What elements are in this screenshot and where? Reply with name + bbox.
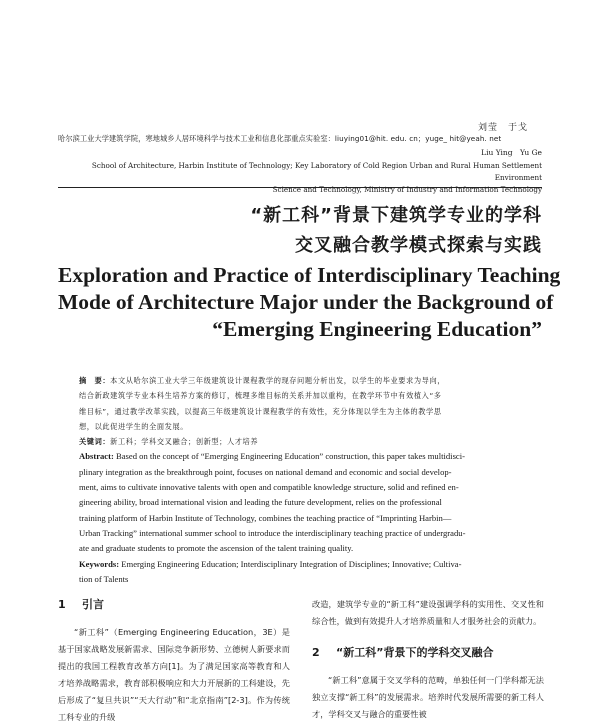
affiliation-cn: 哈尔滨工业大学建筑学院，寒地城乡人居环境科学与技术工业和信息化部重点实验室：liuying01@hit. edu. cn；yuge_ hit@yeah. net bbox=[58, 134, 502, 143]
section-2-title: “新工科”背景下的学科交叉融合 bbox=[336, 646, 494, 659]
authors-cn: 刘莹 于戈 bbox=[477, 123, 528, 133]
section-1-number: 1 bbox=[58, 598, 66, 611]
section-2-paragraph: “新工科”意属于交叉学科的范畴，单独任何一门学科都无法独立支撑“新工科”的发展需求。培养时代发展所需要的新工科人才，学科交叉与融合的重要性被 bbox=[312, 675, 544, 719]
abstract-en-line-5: training platform of Harbin Institute of Technology, combines the teaching practice of “Imprinting Harbin— bbox=[79, 512, 452, 523]
section-1-paragraph-continued: 改造，建筑学专业的“新工科”建设强调学科的实用性、交叉性和综合性，做到有效提升人才培养质量和人才服务社会的贡献力。 bbox=[312, 599, 544, 626]
section-1-title: 引言 bbox=[82, 598, 104, 611]
abstract-en-line-3: ment, aims to cultivate innovative talents with open and compatible knowledge structure, solid and refined en- bbox=[79, 482, 459, 493]
title-cn bbox=[58, 201, 542, 261]
abstract-cn-line-2: 结合新政建筑学专业本科生培养方案的修订，梳理多维目标的关系并加以重构，在教学环节中有效植入“多 bbox=[79, 391, 442, 401]
abstract-label-cn: 摘 要： bbox=[79, 376, 111, 385]
abstract-en-line-4: gineering ability, broad international vision and leading the future development, relies on the professional bbox=[79, 497, 442, 508]
abstract-cn-line-3: 维目标”，通过教学改革实践，以提高三年级建筑设计课程教学的有效性，充分体现以学生为主体的教学思 bbox=[79, 406, 442, 416]
body-column-right bbox=[312, 596, 544, 723]
keywords-label-en: Keywords: bbox=[79, 558, 120, 569]
keywords-en bbox=[79, 557, 543, 572]
title-cn-line-2: 交叉融合教学模式探索与实践 bbox=[295, 235, 542, 256]
keywords-en-text-1: Emerging Engineering Education; Interdisciplinary Integration of Disciplines; Innovative; Cultiva- bbox=[121, 558, 462, 569]
abstract-en-line-1 bbox=[79, 449, 543, 464]
section-1-heading bbox=[58, 596, 290, 612]
abstract-en-text-1: Based on the concept of “Emerging Engineering Education” construction, this paper takes multidisci- bbox=[116, 451, 465, 462]
section-1-paragraph: “新工科”（Emerging Engineering Education，3E）是基于国家战略发展新需求、国际竞争新形势、立德树人新要求而提出的我国工程教育改革方向[1]。为了满足国家高等教育和人才培养战略需求，教育部积极响应和大力开展新的工科建设，先后形成了“复旦共识”“天大行动”和“北京指南”[2-3]。作为传统工科专业的升级 bbox=[58, 627, 290, 722]
title-en-line-3: “Emerging Engineering Education” bbox=[212, 317, 542, 341]
title-cn-line-1: “新工科”背景下建筑学专业的学科 bbox=[250, 205, 542, 226]
section-2-heading bbox=[312, 644, 544, 660]
header-divider bbox=[58, 187, 542, 188]
keywords-label-cn: 关键词： bbox=[79, 437, 111, 447]
keywords-cn bbox=[79, 434, 543, 449]
abstract-label-en: Abstract: bbox=[79, 451, 114, 462]
abstract-en-line-2: plinary integration as the breakthrough point, focuses on national demand and economic and social develop- bbox=[79, 466, 452, 477]
section-2-number: 2 bbox=[312, 646, 320, 659]
abstract-en-line-7: ate and graduate students to promote the ascension of the talent training quality. bbox=[79, 543, 354, 554]
body-column-left bbox=[58, 596, 290, 726]
affiliation-en-line-2: Science and Technology, Ministry of Industry and Information Technology bbox=[272, 185, 542, 194]
title-en-line-2: Mode of Architecture Major under the Background of bbox=[58, 290, 554, 314]
affiliation-en bbox=[58, 160, 542, 196]
abstract-cn-line-1 bbox=[79, 373, 543, 388]
keywords-cn-text: 新工科；学科交叉融合；创新型；人才培养 bbox=[110, 437, 259, 447]
abstract-cn-text-1: 本文从哈尔滨工业大学三年级建筑设计课程教学的现存问题分析出发，以学生的毕业要求为导向， bbox=[110, 376, 446, 385]
keywords-en-line-2: tion of Talents bbox=[79, 573, 129, 584]
abstract-en-line-6: Urban Tracking” international summer school to introduce the interdisciplinary teaching practice of undergradu- bbox=[79, 527, 466, 538]
abstract-cn-line-4: 想，以此促进学生的全面发展。 bbox=[79, 421, 189, 431]
title-en-line-1: Exploration and Practice of Interdisciplinary Teaching bbox=[58, 263, 561, 287]
authors-en: Liu Ying Yu Ge bbox=[481, 148, 542, 157]
abstract-block bbox=[79, 373, 543, 587]
affiliation-en-line-1: School of Architecture, Harbin Institute of Technology; Key Laboratory of Cold Region Urban and Rural Human Settlement Environment bbox=[91, 161, 542, 182]
title-en bbox=[58, 262, 561, 343]
